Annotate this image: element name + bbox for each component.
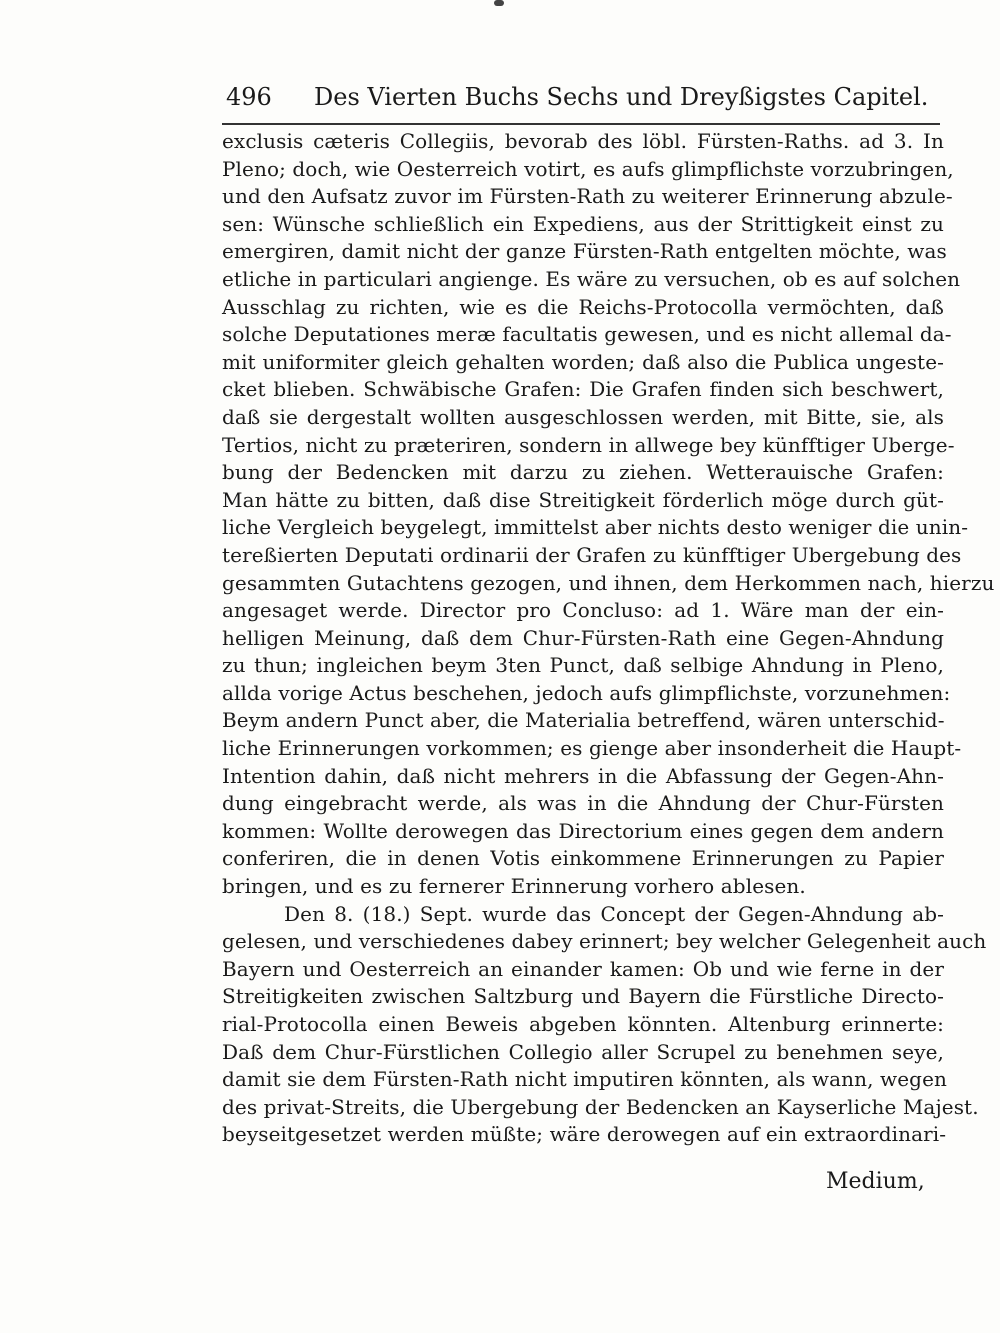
text-line: rial-Protocolla einen Beweis abgeben könnten. Altenburg erinnerte: — [222, 1012, 944, 1036]
page-number: 496 — [226, 83, 272, 111]
text-line: sen: Wünsche schließlich ein Expediens, aus der Strittigkeit einst zu — [222, 211, 944, 236]
text-line: Intention dahin, daß nicht mehrers in die Abfassung der Gegen-Ahn- — [222, 763, 944, 788]
text-line: Ausschlag zu richten, wie es die Reichs-Protocolla vermöchten, daß — [222, 294, 944, 319]
text-line: angesaget werde. Director pro Concluso: ad 1. Wäre man der ein- — [222, 598, 944, 623]
text-line: cket blieben. Schwäbische Grafen: Die Grafen finden sich beschwert, — [222, 377, 944, 402]
text-line: solche Deputationes meræ facultatis gewesen, und es nicht allemal da- — [222, 322, 952, 347]
ink-smudge — [494, 0, 504, 6]
text-line: allda vorige Actus beschehen, jedoch aufs glimpflichste, vorzunehmen: — [222, 680, 951, 705]
text-line: Man hätte zu bitten, daß dise Streitigkeit förderlich möge durch güt- — [222, 487, 944, 512]
text-line: Beym andern Punct aber, die Materialia betreffend, wären unterschid- — [222, 708, 945, 733]
text-line: gesammten Gutachtens gezogen, und ihnen, dem Herkommen nach, hierzu — [222, 570, 995, 595]
text-line: conferiren, die in denen Votis einkommene Erinnerungen zu Papier — [222, 846, 944, 871]
catchword: Medium, — [826, 1169, 925, 1194]
text-line: und den Aufsatz zuvor im Fürsten-Rath zu weiterer Erinnerung abzule- — [222, 184, 953, 209]
text-line: Pleno; doch, wie Oesterreich votirt, es aufs glimpflichste vorzubringen, — [222, 156, 954, 181]
body-text — [222, 128, 995, 1149]
header-rule — [222, 123, 940, 125]
text-line: des privat-Streits, die Ubergebung der Bedencken an Kayserliche Majest. — [222, 1094, 979, 1119]
text-line: gelesen, und verschiedenes dabey erinnert; bey welcher Gelegenheit auch — [222, 929, 987, 954]
text-line: Daß dem Chur-Fürstlichen Collegio aller Scrupel zu benehmen seye, — [222, 1039, 944, 1064]
text-line: beyseitgesetzet werden müßte; wäre derowegen auf ein extraordinari- — [222, 1122, 947, 1147]
text-line: Den 8. (18.) Sept. wurde das Concept der Gegen-Ahndung ab- — [284, 901, 944, 926]
text-line: Streitigkeiten zwischen Saltzburg und Bayern die Fürstliche Directo- — [222, 984, 944, 1009]
text-line: damit sie dem Fürsten-Rath nicht imputiren könnten, als wann, wegen — [222, 1067, 948, 1092]
page-header — [222, 80, 942, 114]
text-line: dung eingebracht werde, als was in die Ahndung der Chur-Fürsten — [222, 791, 944, 816]
text-line: emergiren, damit nicht der ganze Fürsten-Rath entgelten möchte, was — [222, 239, 947, 264]
text-line: zu thun; ingleichen beym 3ten Punct, daß selbige Ahndung in Pleno, — [222, 653, 944, 678]
text-line: bringen, und es zu fernerer Erinnerung vorhero ablesen. — [222, 874, 806, 899]
text-line: liche Erinnerungen vorkommen; es gienge aber insonderheit die Haupt- — [222, 736, 962, 761]
text-line: Tertios, nicht zu præteriren, sondern in allwege bey künfftiger Uberge- — [222, 432, 955, 457]
text-line: kommen: Wollte derowegen das Directorium eines gegen dem andern — [222, 818, 944, 843]
text-line: liche Vergleich beygelegt, immittelst aber nichts desto weniger die unin- — [222, 515, 969, 540]
text-line: Bayern und Oesterreich an einander kamen: Ob und wie ferne in der — [222, 956, 944, 981]
text-line: helligen Meinung, daß dem Chur-Fürsten-Rath eine Gegen-Ahndung — [222, 625, 944, 650]
text-line: tereßierten Deputati ordinarii der Grafen zu künfftiger Ubergebung des — [222, 542, 962, 567]
text-line: daß sie dergestalt wollten ausgeschlossen werden, mit Bitte, sie, als — [222, 404, 944, 429]
text-line: mit uniformiter gleich gehalten worden; daß also die Publica ungeste- — [222, 349, 944, 374]
text-line: exclusis cæteris Collegiis, bevorab des löbl. Fürsten-Raths. ad 3. In — [222, 129, 944, 153]
text-line: bung der Bedencken mit darzu zu ziehen. Wetterauische Grafen: — [222, 460, 944, 485]
running-title: Des Vierten Buchs Sechs und Dreyßigstes Capitel. — [314, 83, 929, 111]
text-line: etliche in particulari angienge. Es wäre zu versuchen, ob es auf solchen — [222, 266, 961, 291]
